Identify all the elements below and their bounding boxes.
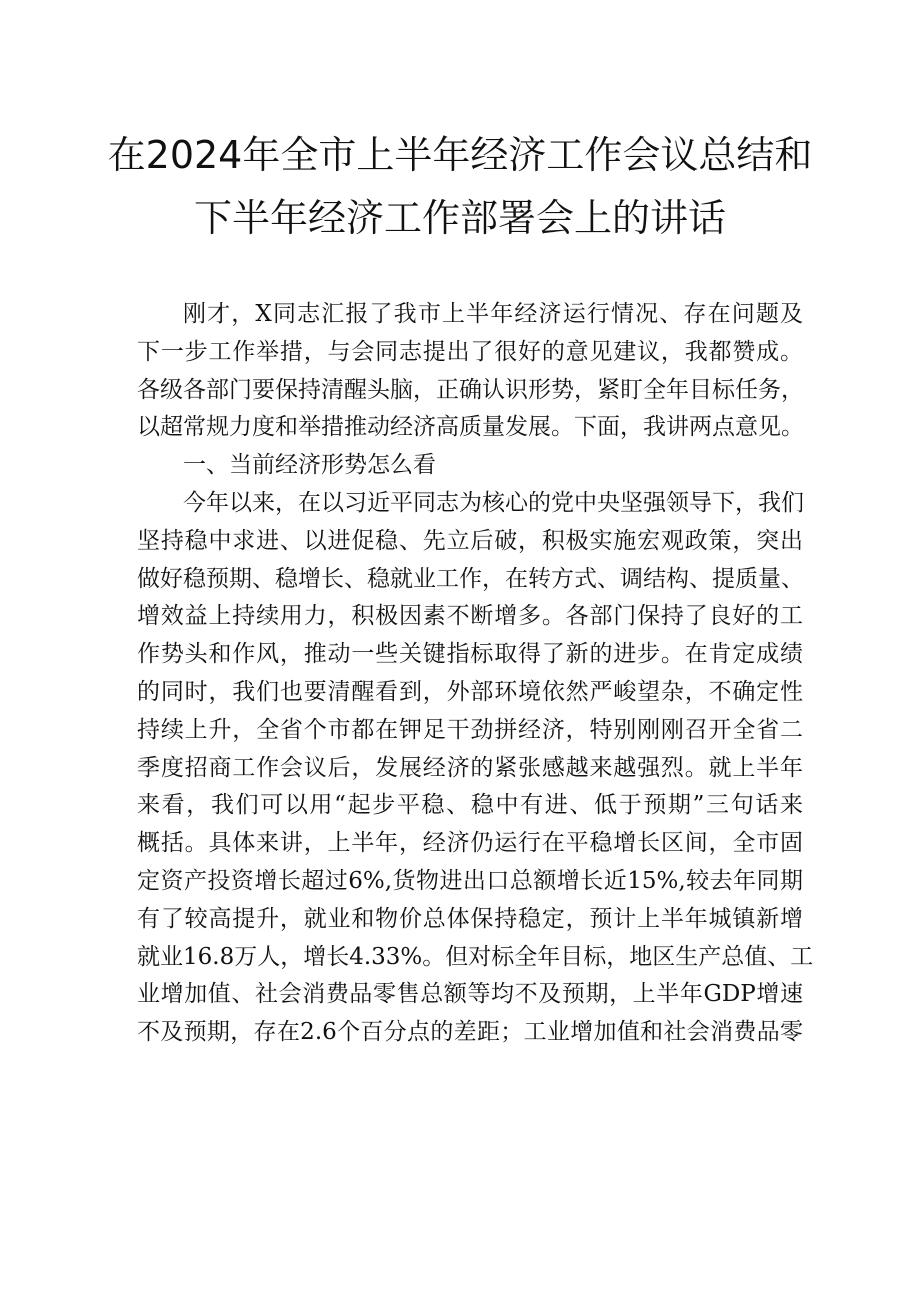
paragraph-2-line: 增效益上持续用力，积极因素不断增多。各部门保持了良好的工 bbox=[137, 603, 803, 630]
paragraph-2-line: 定资产投资增长超过6%,货物进出口总额增长近15%,较去年同期 bbox=[137, 867, 803, 894]
paragraph-2-line: 今年以来，在以习近平同志为核心的党中央坚强领导下，我们 bbox=[183, 489, 804, 516]
paragraph-2-line: 来看，我们可以用“起步平稳、稳中有进、低于预期”三句话来 bbox=[137, 792, 803, 819]
paragraph-1-line: 下一步工作举措，与会同志提出了很好的意见建议，我都赞成。 bbox=[137, 338, 803, 365]
paragraph-1-line: 各级各部门要保持清醒头脑，正确认识形势，紧盯全年目标任务， bbox=[137, 376, 804, 403]
paragraph-2-line: 作势头和作风，推动一些关键指标取得了新的进步。在肯定成绩 bbox=[137, 641, 803, 668]
paragraph-1-line: 刚才，X同志汇报了我市上半年经济运行情况、存在问题及 bbox=[183, 301, 803, 327]
paragraph-2-line: 做好稳预期、稳增长、稳就业工作，在转方式、调结构、提质量、 bbox=[137, 565, 804, 592]
paragraph-2-line: 季度招商工作会议后，发展经济的紧张感越来越强烈。就上半年 bbox=[137, 754, 803, 781]
paragraph-2-line: 坚持稳中求进、以进促稳、先立后破，积极实施宏观政策，突出 bbox=[137, 527, 803, 554]
paragraph-2-line: 的同时，我们也要清醒看到，外部环境依然严峻望杂，不确定性 bbox=[137, 678, 803, 705]
paragraph-2-line: 就业16.8万人，增长4.33%。但对标全年目标，地区生产总值、工 bbox=[137, 943, 814, 970]
paragraph-2-line: 持续上升，全省个市都在钾足干劲拼经济，特别刚刚召开全省二 bbox=[137, 716, 803, 743]
paragraph-2-line: 有了较高提升，就业和物价总体保持稳定，预计上半年城镇新增 bbox=[137, 905, 803, 932]
document-title-line-1: 在2024年全市上半年经济工作会议总结和 bbox=[107, 133, 813, 177]
document-title-line-2: 下半年经济工作部署会上的讲话 bbox=[193, 196, 726, 240]
paragraph-2-line: 不及预期，存在2.6个百分点的差距；工业增加值和社会消费品零 bbox=[137, 1019, 803, 1046]
paragraph-1-line: 以超常规力度和举措推动经济高质量发展。下面，我讲两点意见。 bbox=[137, 414, 804, 441]
document-body bbox=[137, 296, 814, 1052]
paragraph-2-line: 业增加值、社会消费品零售总额等均不及预期，上半年GDP增速 bbox=[137, 981, 803, 1008]
section-heading: 一、当前经济形势怎么看 bbox=[183, 452, 436, 479]
paragraph-2-line: 概括。具体来讲，上半年，经济仍运行在平稳增长区间，全市固 bbox=[137, 830, 803, 857]
